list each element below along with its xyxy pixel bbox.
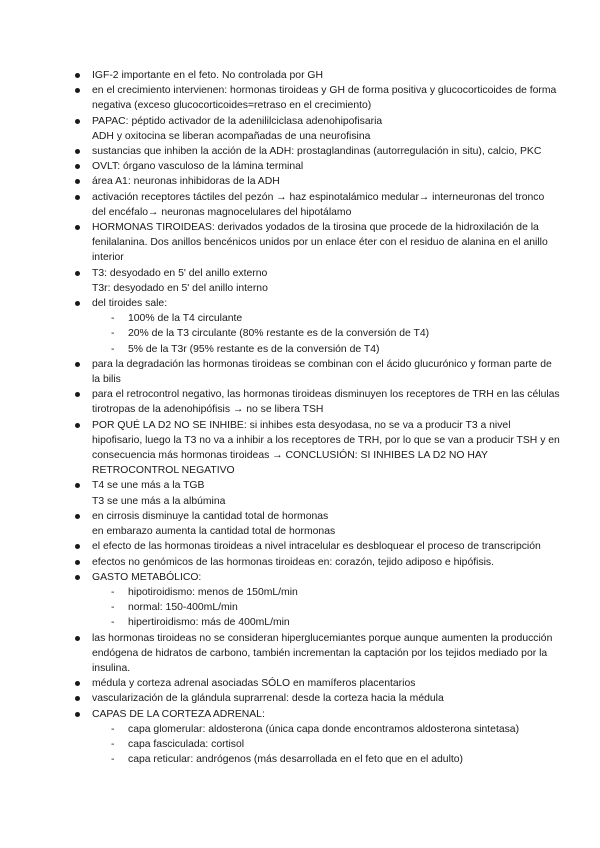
list-item-text: para el retrocontrol negativo, las hormonas tiroideas disminuyen los receptores de TRH en las células tirotropas de la adenohipófisis → no se libera TSH (92, 389, 560, 416)
bullet-icon (75, 681, 80, 686)
bullet-icon (75, 362, 80, 367)
sub-list-item (0, 585, 600, 600)
bullet-icon (75, 149, 80, 154)
sub-list-item (0, 326, 600, 341)
list-item-text: efectos no genómicos de las hormonas tiroideas en: corazón, tejido adiposo e hipófisis. (92, 556, 495, 568)
dash-marker: - (111, 738, 115, 750)
list-item (0, 707, 600, 722)
sub-list-item (0, 752, 600, 767)
list-item (0, 190, 600, 220)
list-item-text: para la degradación las hormonas tiroideas se combinan con el ácido glucurónico y forman parte de la bilis (92, 358, 552, 386)
list-item-text: vascularización de la glándula suprarrenal: desde la corteza hacia la médula (92, 693, 444, 705)
list-item-text: capa glomerular: aldosterona (única capa donde encontramos aldosterona sintetasa) (128, 723, 520, 735)
list-item-text: T3: desyodado en 5' del anillo externo (92, 267, 268, 279)
dash-marker: - (111, 586, 115, 598)
bullet-icon (75, 514, 80, 519)
bullet-icon (75, 483, 80, 488)
list-item (0, 676, 600, 691)
list-item (0, 296, 600, 311)
bullet-icon (75, 195, 80, 200)
bullet-icon (75, 712, 80, 717)
list-item-text: PAPAC: péptido activador de la adenililciclasa adenohipofisaria (92, 115, 383, 127)
list-item (0, 418, 600, 479)
list-item-text: T3 se une más a la albúmina (92, 495, 226, 507)
bullet-icon (75, 164, 80, 169)
list-item (0, 478, 600, 493)
list-item (0, 159, 600, 174)
sub-list-item (0, 311, 600, 326)
list-item (0, 174, 600, 189)
list-item (0, 509, 600, 524)
list-item (0, 555, 600, 570)
bullet-icon (75, 696, 80, 701)
list-item-text: OVLT: órgano vasculoso de la lámina terminal (92, 161, 304, 173)
list-item-text: hipertiroidismo: más de 400mL/min (128, 617, 290, 629)
list-item-text: ADH y oxitocina se liberan acompañadas de una neurofisina (92, 130, 371, 142)
dash-marker: - (111, 754, 115, 766)
bullet-icon (75, 73, 80, 78)
list-item (0, 114, 600, 129)
list-item-text: POR QUÉ LA D2 NO SE INHIBE: si inhibes esta desyodasa, no se va a producir T3 a nivel hipofisario, luego la T3 no va a inhibir a los receptores de TRH, por lo que se van a producir TSH y en consecuencia más hormonas tiroideas → CONCLUSIÓN: SI INHIBES LA D2 NO HAY RETROCONTROL NEGATIVO (92, 419, 560, 477)
list-item-text: el efecto de las hormonas tiroideas a nivel intracelular es desbloquear el proceso de transcripción (92, 541, 541, 553)
list-item (0, 144, 600, 159)
list-item-text: área A1: neuronas inhibidoras de la ADH (92, 176, 280, 188)
list-item-text: IGF-2 importante en el feto. No controlada por GH (92, 70, 324, 81)
list-item-text: T3r: desyodado en 5' del anillo interno (92, 282, 268, 294)
sub-list-item (0, 600, 600, 615)
list-item-text: en embarazo aumenta la cantidad total de hormonas (92, 526, 336, 538)
list-item (0, 220, 600, 266)
list-item-continuation (0, 281, 600, 296)
list-item (0, 83, 600, 113)
list-item-continuation (0, 524, 600, 539)
list-item (0, 539, 600, 554)
list-item-text: médula y corteza adrenal asociadas SÓLO en mamíferos placentarios (92, 678, 416, 690)
dash-marker: - (111, 723, 115, 735)
list-item-continuation (0, 494, 600, 509)
list-item-text: capa fasciculada: cortisol (128, 738, 245, 750)
list-item (0, 387, 600, 417)
notes-list (0, 68, 600, 767)
bullet-icon (75, 301, 80, 306)
list-item (0, 691, 600, 706)
bullet-icon (75, 560, 80, 565)
bullet-icon (75, 88, 80, 93)
bullet-icon (75, 119, 80, 124)
list-item-text: GASTO METABÓLICO: (92, 571, 202, 583)
sub-list-item (0, 342, 600, 357)
list-item-text: sustancias que inhiben la acción de la ADH: prostaglandinas (autorregulación in situ), calcio, PKC (92, 146, 542, 158)
list-item-text: hipotiroidismo: menos de 150mL/min (128, 586, 298, 598)
list-item-text: HORMONAS TIROIDEAS: derivados yodados de la tirosina que procede de la hidroxilación de la fenilalanina. Dos anillos bencénicos unidos por un enlace éter con el residuo de alanina en el anillo interior (92, 222, 548, 264)
bullet-icon (75, 271, 80, 276)
list-item-text: 20% de la T3 circulante (80% restante es de la conversión de T4) (128, 328, 430, 340)
dash-marker: - (111, 602, 115, 614)
bullet-icon (75, 225, 80, 230)
list-item-text: capa reticular: andrógenos (más desarrollada en el feto que en el adulto) (128, 754, 464, 766)
sub-list-item (0, 615, 600, 630)
list-item-text: CAPAS DE LA CORTEZA ADRENAL: (92, 708, 265, 720)
bullet-icon (75, 423, 80, 428)
bullet-icon (75, 575, 80, 580)
bullet-icon (75, 544, 80, 549)
list-item-text: activación receptores táctiles del pezón → haz espinotalámico medular→ interneuronas del tronco del encéfalo→ neuronas magnocelulares del hipotálamo (92, 191, 545, 218)
bullet-icon (75, 179, 80, 184)
list-item (0, 266, 600, 281)
sub-list-item (0, 737, 600, 752)
bullet-icon (75, 636, 80, 641)
bullet-icon (75, 392, 80, 397)
list-item-continuation (0, 129, 600, 144)
list-item (0, 631, 600, 677)
dash-marker: - (111, 313, 115, 325)
list-item-text: normal: 150-400mL/min (128, 602, 238, 614)
list-item-text: en el crecimiento intervienen: hormonas tiroideas y GH de forma positiva y glucocorticoides de forma negativa (exceso glucocorticoides=retraso en el crecimiento) (92, 85, 557, 112)
list-item-text: 100% de la T4 circulante (128, 313, 243, 325)
list-item-text: 5% de la T3r (95% restante es de la conversión de T4) (128, 343, 380, 355)
sub-list-item (0, 722, 600, 737)
list-item-text: T4 se une más a la TGB (92, 480, 205, 492)
dash-marker: - (111, 617, 115, 629)
list-item (0, 357, 600, 387)
list-item-text: en cirrosis disminuye la cantidad total de hormonas (92, 510, 329, 522)
dash-marker: - (111, 343, 115, 355)
dash-marker: - (111, 328, 115, 340)
list-item-text: las hormonas tiroideas no se consideran hiperglucemiantes porque aunque aumenten la producción endógena de hidratos de carbono, también incrementan la captación por los tejidos mediado por la insulina. (92, 632, 553, 674)
list-item (0, 570, 600, 585)
list-item-text: del tiroides sale: (92, 298, 168, 310)
list-item (0, 68, 600, 83)
